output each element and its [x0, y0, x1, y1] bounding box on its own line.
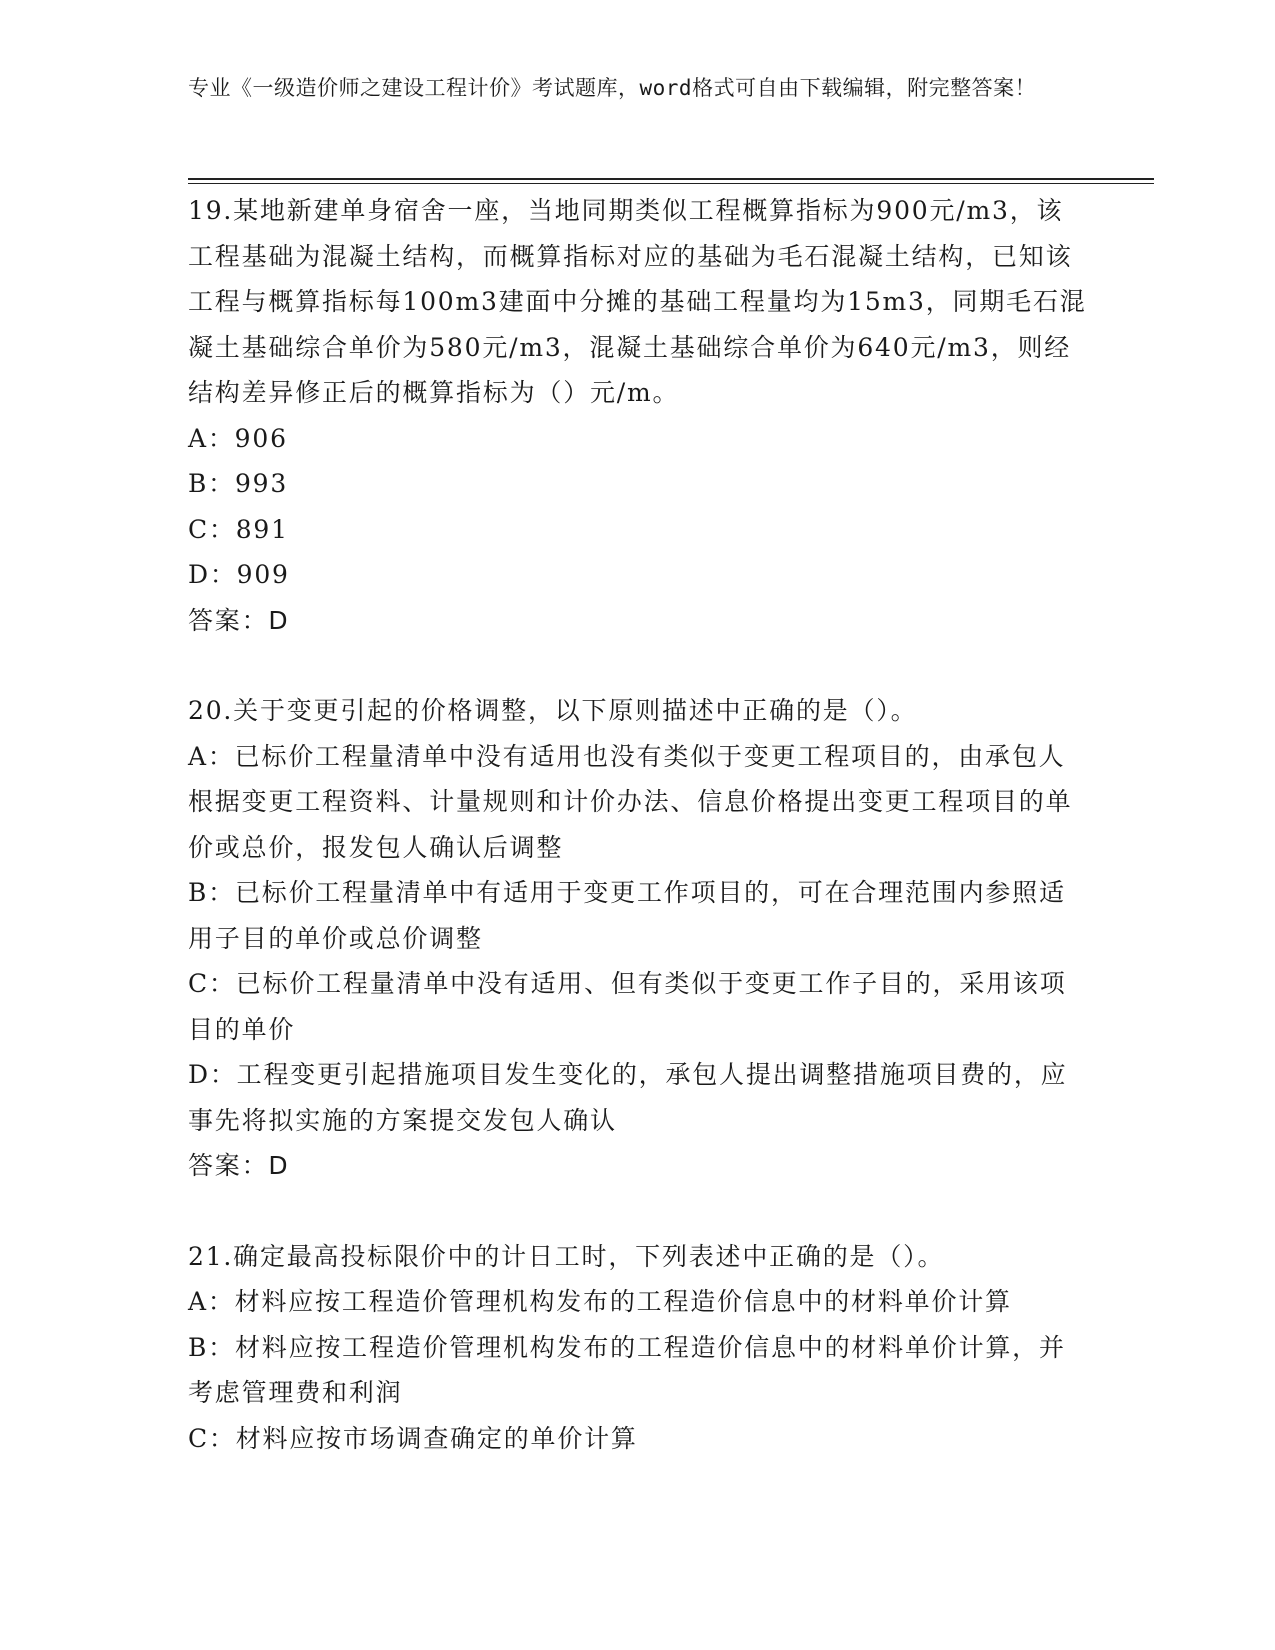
option-c: C：材料应按市场调查确定的单价计算: [188, 1423, 638, 1453]
option-c: C：891: [188, 514, 289, 544]
question-stem: 19.某地新建单身宿舍一座，当地同期类似工程概算指标为900元/m3，该工程基础为混凝土结构，而概算指标对应的基础为毛石混凝土结构，已知该工程与概算指标每100m3建面中分摊的基础工程量均为15m3，同期毛石混凝土基础综合单价为580元/m3，混凝土基础综合单价为640元/m3，则经结构差异修正后的概算指标为（）元/m。: [188, 196, 1087, 407]
page-header: 专业《一级造价师之建设工程计价》考试题库，word格式可自由下载编辑，附完整答案！: [188, 76, 1037, 100]
option-b: B：材料应按工程造价管理机构发布的工程造价信息中的材料单价计算，并考虑管理费和利润: [188, 1332, 1066, 1407]
option-d: D：工程变更引起措施项目发生变化的，承包人提出调整措施项目费的，应事先将拟实施的方案提交发包人确认: [188, 1060, 1068, 1135]
option-a: A：材料应按工程造价管理机构发布的工程造价信息中的材料单价计算: [188, 1287, 1012, 1316]
header-divider-thick: [188, 178, 1154, 180]
question-spacer: [188, 643, 1088, 688]
question-spacer: [188, 1189, 1088, 1234]
option-b: B：已标价工程量清单中有适用于变更工作项目的，可在合理范围内参照适用子目的单价或总价调整: [188, 878, 1066, 953]
option-a: A：906: [188, 423, 288, 453]
header-divider-thin: [188, 183, 1154, 184]
option-d: D：909: [188, 560, 290, 589]
option-a: A：已标价工程量清单中没有适用也没有类似于变更工程项目的，由承包人根据变更工程资料、计量规则和计价办法、信息价格提出变更工程项目的单价或总价，报发包人确认后调整: [188, 741, 1073, 862]
option-c: C：已标价工程量清单中没有适用、但有类似于变更工作子目的，采用该项目的单价: [188, 969, 1067, 1044]
answer-line: 答案：D: [188, 605, 290, 635]
question-stem: 20.关于变更引起的价格调整，以下原则描述中正确的是（）。: [188, 696, 918, 725]
question-stem: 21.确定最高投标限价中的计日工时，下列表述中正确的是（）。: [188, 1241, 945, 1271]
question-list: [188, 188, 1088, 1461]
option-b: B：993: [188, 469, 289, 498]
answer-line: 答案：D: [188, 1151, 290, 1180]
